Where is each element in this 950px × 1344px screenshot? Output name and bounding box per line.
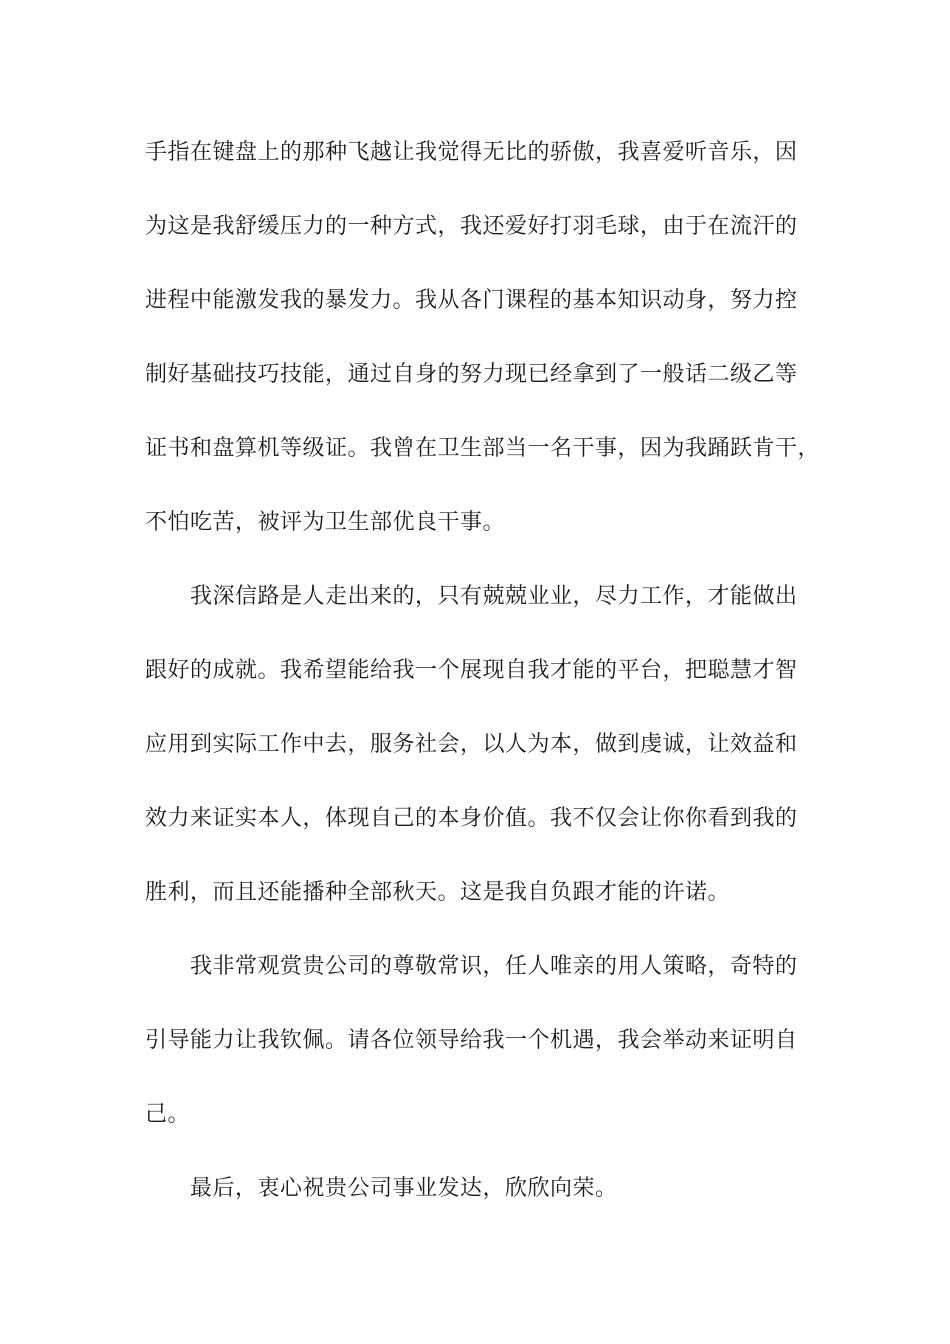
text-line: 跟好的成就。我希望能给我一个展现自我才能的平台，把聪慧才智 (145, 658, 798, 683)
paragraph-first-line: 我深信路是人走出来的，只有兢兢业业，尽力工作，才能做出 (190, 584, 798, 609)
text-line: 胜利，而且还能播种全部秋天。这是我自负跟才能的许诺。 (145, 880, 731, 905)
text-line: 制好基础技巧技能，通过自身的努力现已经拿到了一般话二级乙等 (145, 362, 798, 387)
paragraph-first-line: 我非常观赏贵公司的尊敬常识，任人唯亲的用人策略，奇特的 (190, 954, 798, 979)
text-line: 引导能力让我钦佩。请各位领导给我一个机遇，我会举动来证明自 (145, 1028, 798, 1053)
text-line: 证书和盘算机等级证。我曾在卫生部当一名干事，因为我踊跃肯干， (145, 436, 821, 461)
paragraph-first-line: 最后，衷心祝贵公司事业发达，欣欣向荣。 (190, 1176, 618, 1201)
text-line: 进程中能激发我的暴发力。我从各门课程的基本知识动身，努力控 (145, 288, 798, 313)
text-line: 应用到实际工作中去，服务社会，以人为本，做到虔诚，让效益和 (145, 732, 798, 757)
text-line: 己。 (145, 1102, 191, 1127)
text-line: 效力来证实本人，体现自己的本身价值。我不仅会让你你看到我的 (145, 806, 798, 831)
text-line: 手指在键盘上的那种飞越让我觉得无比的骄傲，我喜爱听音乐，因 (145, 140, 798, 165)
text-line: 不怕吃苦，被评为卫生部优良干事。 (145, 510, 506, 535)
text-line: 为这是我舒缓压力的一种方式，我还爱好打羽毛球，由于在流汗的 (145, 214, 798, 239)
